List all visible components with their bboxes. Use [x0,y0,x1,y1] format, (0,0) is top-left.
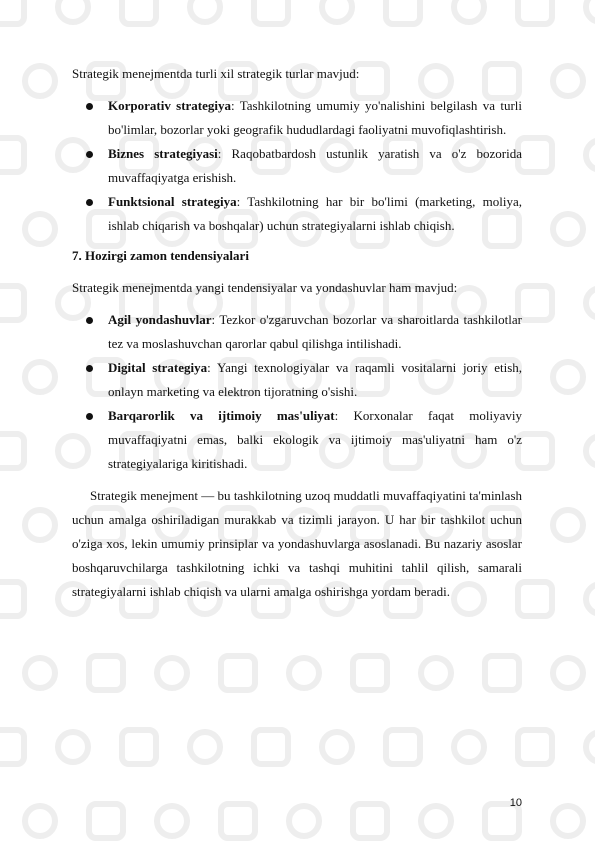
page-number: 10 [509,797,522,809]
bullet-icon [86,199,93,206]
watermark-square [353,804,387,838]
watermark-square [0,0,24,24]
list-item-term: Funktsional strategiya [108,194,237,209]
watermark-circle [58,732,88,762]
watermark-square [518,138,552,172]
watermark-square [221,656,255,690]
document-page [72,62,522,604]
watermark-circle [190,0,220,22]
watermark-square [518,730,552,764]
watermark-circle [553,214,583,244]
list-item-text: : Yangi texnologiyalar va raqamli vositalarni joriy etish, onlayn marketing va elektron tijoratning o'sishi. [108,360,523,399]
watermark-circle [289,806,319,836]
list-item-text: : Tashkilotning har bir bo'limi (marketing, moliya, ishlab chiqarish va boshqalar) uchun strategiyalarni ishlab chiqish. [108,194,523,233]
list-item [72,190,522,238]
list-item [72,356,522,404]
watermark-circle [25,658,55,688]
watermark-circle [289,658,319,688]
watermark-circle [586,140,595,170]
list-item-term: Korporativ strategiya [108,98,232,113]
watermark-circle [553,362,583,392]
watermark-square [0,286,24,320]
watermark-square [89,656,123,690]
bullet-icon [86,151,93,158]
watermark-square [518,434,552,468]
bullet-icon [86,317,93,324]
list-item-text: : Tezkor o'zgaruvchan bozorlar va sharoitlarda tashkilotlar tez va moslashuvchan qarorlar qabul qilishga intilishadi. [108,312,522,351]
watermark-circle [586,732,595,762]
watermark-circle [25,510,55,540]
list-item [72,142,522,190]
watermark-circle [553,658,583,688]
watermark-square [518,582,552,616]
watermark-circle [421,806,451,836]
watermark-square [0,138,24,172]
watermark-square [353,656,387,690]
watermark-circle [157,658,187,688]
watermark-circle [586,436,595,466]
watermark-square [122,0,156,24]
watermark-circle [454,0,484,22]
list-item-term: Agil yondashuvlar [108,312,212,327]
watermark-circle [25,66,55,96]
watermark-square [386,0,420,24]
watermark-square [518,286,552,320]
list-item-text: : Raqobatbardosh ustunlik yaratish va o'z bozorida muvaffaqiyatga erishish. [108,146,522,185]
watermark-square [0,730,24,764]
conclusion-paragraph: Strategik menejment — bu tashkilotning uzoq muddatli muvaffaqiyatini ta'minlash uchun amalga oshiriladigan murakkab va tizimli jarayon. U har bir tashkilot uchun o'ziga xos, lekin umumiy prinsiplar va yondashuvlarga asoslanadi. Bu nazariy asoslar boshqaruvchilarga tashkilotning ichki va tashqi muhitini tahlil qilish, samarali strategiyalarni ishlab chiqish va ularni amalga oshirishga yordam beradi. [72,488,522,599]
watermark-square [386,730,420,764]
watermark-circle [553,806,583,836]
watermark-square [254,0,288,24]
watermark-circle [322,0,352,22]
watermark-square [485,656,519,690]
watermark-circle [25,214,55,244]
strategy-types-list [72,94,522,238]
watermark-square [122,730,156,764]
list-item [72,308,522,356]
list-item-term: Digital strategiya [108,360,208,375]
watermark-square [0,582,24,616]
bullet-icon [86,103,93,110]
section-heading: 7. Hozirgi zamon tendensiyalari [72,248,249,263]
watermark-circle [553,510,583,540]
watermark-square [89,804,123,838]
watermark-circle [421,658,451,688]
bullet-icon [86,365,93,372]
watermark-circle [157,806,187,836]
trends-list [72,308,522,476]
list-item-term: Barqarorlik va ijtimoiy mas'uliyat [108,408,335,423]
watermark-circle [586,0,595,22]
watermark-square [221,804,255,838]
list-item [72,94,522,142]
watermark-circle [190,732,220,762]
section-intro-trends: Strategik menejmentda yangi tendensiyalar va yondashuvlar ham mavjud: [72,280,458,295]
list-item-text: : Korxonalar faqat moliyaviy muvaffaqiyatni emas, balki ekologik va ijtimoiy mas'uliyatni ham o'z strategiyalariga kiritishadi. [108,408,522,471]
watermark-circle [553,66,583,96]
watermark-square [518,0,552,24]
bullet-icon [86,413,93,420]
watermark-square [254,730,288,764]
watermark-square [485,804,519,838]
section-intro-types: Strategik menejmentda turli xil strategik turlar mavjud: [72,66,360,81]
watermark-circle [25,362,55,392]
watermark-square [0,434,24,468]
list-item [72,404,522,476]
watermark-circle [586,288,595,318]
watermark-circle [58,0,88,22]
list-item-term: Biznes strategiyasi [108,146,218,161]
list-item-text: : Tashkilotning umumiy yo'nalishini belgilash va turli bo'limlar, bozorlar yoki geografik hududlardagi faoliyatni muvofiqlashtirish. [108,98,522,137]
watermark-circle [454,732,484,762]
watermark-circle [322,732,352,762]
watermark-circle [25,806,55,836]
watermark-circle [586,584,595,614]
